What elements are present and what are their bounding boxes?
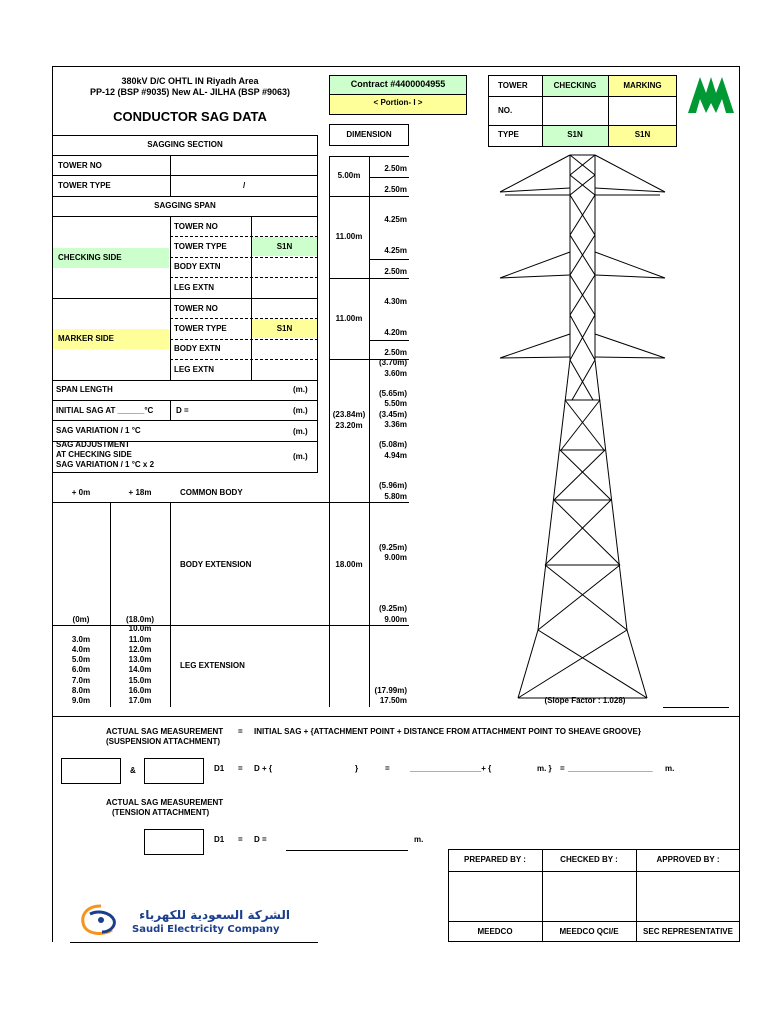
body-extension-label: BODY EXTENSION xyxy=(180,560,252,569)
dim-4-20m: 4.20m xyxy=(384,328,407,337)
sagging-span-title: SAGGING SPAN xyxy=(154,201,216,210)
equals-2: = xyxy=(238,764,243,773)
contract-number: Contract #4400004955 xyxy=(350,79,446,89)
dim-3-60m: 3.60m xyxy=(384,369,407,378)
meedco-label: MEEDCO xyxy=(477,927,513,936)
m-close-brace: m. } xyxy=(537,764,552,773)
close-brace: } xyxy=(355,764,359,773)
d-equals-2: D = xyxy=(254,835,267,844)
dim-4-30m: 4.30m xyxy=(384,297,407,306)
m-tension: m. xyxy=(414,835,424,844)
type-label: TYPE xyxy=(498,130,519,139)
leg-extension-label: LEG EXTENSION xyxy=(180,661,245,670)
result-blank: ___________________ xyxy=(568,764,653,773)
leg-left-4: 6.0m xyxy=(71,665,91,674)
dim-9-00m-a: 9.00m xyxy=(384,553,407,562)
dim-seg-23-84m: (23.84m) xyxy=(332,410,366,419)
tower-type-slash: / xyxy=(243,181,246,190)
actual-sag-label-2: ACTUAL SAG MEASUREMENT xyxy=(106,798,224,807)
marker-side-label: MARKER SIDE xyxy=(58,334,115,343)
company-name-arabic: الشركة السعودية للكهرباء xyxy=(139,908,290,922)
tower-no-label: TOWER NO xyxy=(58,161,102,170)
leg-left-2: 4.0m xyxy=(71,645,91,654)
tower-type-label: TOWER TYPE xyxy=(58,181,111,190)
leg-right-7: 16.0m xyxy=(128,686,152,695)
sec-logo xyxy=(76,902,126,938)
dim-3-45m: (3.45m) xyxy=(378,410,407,419)
dim-17-50m: 17.50m xyxy=(379,696,407,705)
dim-2-50m-b: 2.50m xyxy=(384,185,407,194)
dim-17-99m: (17.99m) xyxy=(374,686,407,695)
dim-4-25m-a: 4.25m xyxy=(384,215,407,224)
leg-left-7: 9.0m xyxy=(71,696,91,705)
leg-left-5: 7.0m xyxy=(71,676,91,685)
dim-3-70m: (3.70m) xyxy=(378,358,407,367)
leg-right-2: 11.0m xyxy=(128,635,152,644)
dim-2-50m-a: 2.50m xyxy=(384,164,407,173)
dimension-label: DIMENSION xyxy=(346,130,392,139)
checking-type-value: S1N xyxy=(276,242,293,251)
m-end: m. xyxy=(665,764,675,773)
dim-4-94m: 4.94m xyxy=(384,451,407,460)
sag-adjustment-line-3: SAG VARIATION / 1 °C x 2 xyxy=(56,460,155,469)
dim-seg-23-20m: 23.20m xyxy=(335,421,363,430)
common-body-label: COMMON BODY xyxy=(180,488,243,497)
body-ext-0m: (0m) xyxy=(72,615,90,624)
initial-sag-unit: (m.) xyxy=(293,406,308,415)
leg-left-1: 3.0m xyxy=(71,635,91,644)
sec-representative-label: SEC REPRESENTATIVE xyxy=(643,927,733,936)
blank-plus-brace: ________________+ { xyxy=(410,764,492,773)
dim-5-96m: (5.96m) xyxy=(378,481,407,490)
checking-leg-extn: LEG EXTN xyxy=(174,283,215,292)
dim-5-08m: (5.08m) xyxy=(378,440,407,449)
checking-type: S1N xyxy=(567,130,583,139)
slope-factor: (Slope Factor : 1.028) xyxy=(544,696,626,705)
dim-5-80m: 5.80m xyxy=(384,492,407,501)
sagging-section-title: SAGGING SECTION xyxy=(147,140,223,149)
leg-left-3: 5.0m xyxy=(71,655,91,664)
dim-seg-18m: 18.00m xyxy=(335,560,363,569)
d-plus-brace: D + { xyxy=(254,764,273,773)
checking-tower-type: TOWER TYPE xyxy=(174,242,227,251)
plus-18m: + 18m xyxy=(128,488,152,497)
meedco-qci-label: MEEDCO QCI/E xyxy=(559,927,619,936)
company-name-english: Saudi Electricity Company xyxy=(132,924,280,935)
ampersand: & xyxy=(130,766,136,775)
leg-left-6: 8.0m xyxy=(71,686,91,695)
span-length-label: SPAN LENGTH xyxy=(56,385,113,394)
dim-2-50m-d: 2.50m xyxy=(384,348,407,357)
marker-body-extn: BODY EXTN xyxy=(174,344,221,353)
checking-tower-no: TOWER NO xyxy=(174,222,218,231)
dim-seg-5m: 5.00m xyxy=(337,171,361,180)
body-ext-18m: (18.0m) xyxy=(125,615,154,624)
formula-equals-1: = xyxy=(238,727,243,736)
dim-5-65m: (5.65m) xyxy=(378,389,407,398)
d1-label-2: D1 xyxy=(214,835,225,844)
d-equals: D = xyxy=(176,406,189,415)
actual-sag-label-1: ACTUAL SAG MEASUREMENT xyxy=(106,727,224,736)
sag-adjustment-unit: (m.) xyxy=(293,452,308,461)
project-line-1: 380kV D/C OHTL IN Riyadh Area xyxy=(121,76,259,86)
company-mark-logo xyxy=(686,73,736,115)
marking-type: S1N xyxy=(634,130,651,139)
marker-tower-type: TOWER TYPE xyxy=(174,324,227,333)
page-title: CONDUCTOR SAG DATA xyxy=(113,109,267,124)
portion-label: < Portion- I > xyxy=(373,98,423,107)
leg-right-8: 17.0m xyxy=(128,696,152,705)
dim-seg-11m-a: 11.00m xyxy=(335,232,363,241)
equals-4: = xyxy=(560,764,565,773)
suspension-box-2[interactable] xyxy=(144,758,204,784)
suspension-box-1[interactable] xyxy=(61,758,121,784)
sag-adjustment-line-1: SAG ADJUSTMENT xyxy=(56,440,130,449)
leg-right-4: 13.0m xyxy=(128,655,152,664)
leg-right-5: 14.0m xyxy=(128,665,152,674)
sag-variation-label: SAG VARIATION / 1 °C xyxy=(56,426,141,435)
dim-seg-11m-b: 11.00m xyxy=(335,314,363,323)
d1-label-1: D1 xyxy=(214,764,225,773)
tower-header: TOWER xyxy=(498,81,528,90)
checked-by: CHECKED BY : xyxy=(560,855,618,864)
dim-5-50m: 5.50m xyxy=(384,399,407,408)
dim-3-36m: 3.36m xyxy=(384,420,407,429)
marking-header: MARKING xyxy=(623,81,662,90)
suspension-attachment: (SUSPENSION ATTACHMENT) xyxy=(106,737,221,746)
tower-diagram xyxy=(410,150,730,710)
equals-5: = xyxy=(238,835,243,844)
dim-9-25m-b: (9.25m) xyxy=(378,604,407,613)
leg-right-6: 15.0m xyxy=(128,676,152,685)
dim-9-00m-b: 9.00m xyxy=(384,615,407,624)
checking-header: CHECKING xyxy=(553,81,597,90)
sag-adjustment-line-2: AT CHECKING SIDE xyxy=(56,450,132,459)
marker-type-value: S1N xyxy=(276,324,293,333)
dim-2-50m-c: 2.50m xyxy=(384,267,407,276)
tension-attachment: (TENSION ATTACHMENT) xyxy=(112,808,210,817)
marker-tower-no: TOWER NO xyxy=(174,304,218,313)
initial-sag-label: INITIAL SAG AT ______°C xyxy=(56,406,154,415)
equals-3: = xyxy=(385,764,390,773)
prepared-by: PREPARED BY : xyxy=(464,855,526,864)
dim-4-25m-b: 4.25m xyxy=(384,246,407,255)
plus-0m: + 0m xyxy=(71,488,91,497)
dim-9-25m-a: (9.25m) xyxy=(378,543,407,552)
leg-right-3: 12.0m xyxy=(128,645,152,654)
span-length-unit: (m.) xyxy=(293,385,308,394)
project-line-2: PP-12 (BSP #9035) New AL- JILHA (BSP #9063) xyxy=(89,87,291,97)
sag-variation-unit: (m.) xyxy=(293,427,308,436)
approved-by: APPROVED BY : xyxy=(656,855,720,864)
no-label: NO. xyxy=(498,106,513,115)
marker-leg-extn: LEG EXTN xyxy=(174,365,215,374)
leg-right-1: 10.0m xyxy=(128,624,152,633)
checking-side-label: CHECKING SIDE xyxy=(58,253,122,262)
formula-text-1: INITIAL SAG + {ATTACHMENT POINT + DISTANCE FROM ATTACHMENT POINT TO SHEAVE GROOVE} xyxy=(254,727,641,736)
checking-body-extn: BODY EXTN xyxy=(174,262,221,271)
tension-box[interactable] xyxy=(144,829,204,855)
